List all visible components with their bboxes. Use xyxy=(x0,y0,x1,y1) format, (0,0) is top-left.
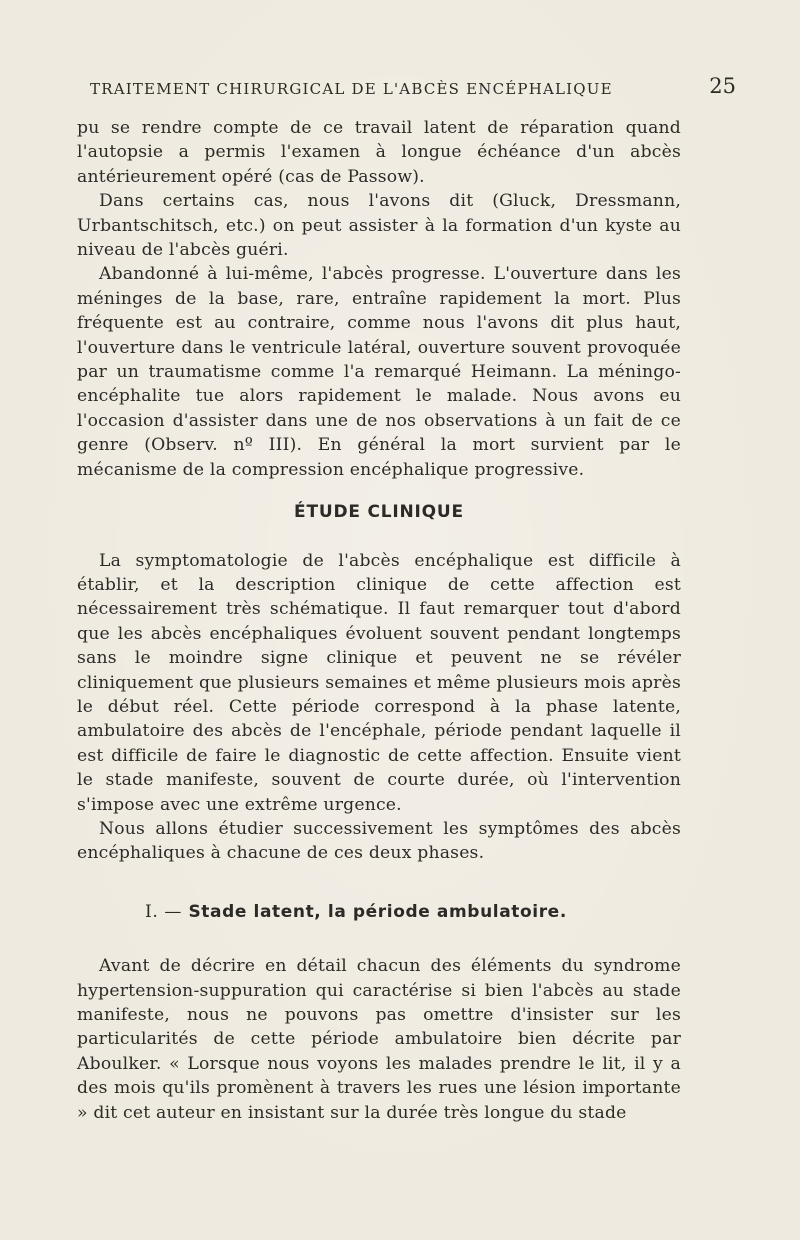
running-head: TRAITEMENT CHIRURGICAL DE L'ABCÈS ENCÉPHALIQUE xyxy=(90,80,613,98)
page-header xyxy=(90,74,736,104)
paragraph-periode-ambulatoire: Avant de décrire en détail chacun des éléments du syndrome hypertension-suppuration qui caractérise si bien l'abcès au stade manifeste, nous ne pouvons pas omettre d'insister sur les particularités de cette période ambulatoire bien décrite par Aboulker. « Lorsque nous voyons les malades prendre le lit, il y a des mois qu'ils promènent à travers les rues une lésion importante » dit cet auteur en insistant sur la durée très longue du stade xyxy=(77,956,681,1123)
paragraph-kyste: Dans certains cas, nous l'avons dit (Gluck, Dressmann, Urbantschitsch, etc.) on peut assister à la formation d'un kyste au niveau de l'abcès guéri. xyxy=(77,191,681,261)
paragraph-deux-phases: Nous allons étudier successivement les symptômes des abcès encéphaliques à chacune de ces deux phases. xyxy=(77,818,681,864)
page-number: 25 xyxy=(709,74,736,98)
subsection-number: I. — xyxy=(145,901,182,922)
section-heading-etude-clinique: ÉTUDE CLINIQUE xyxy=(294,502,464,523)
paragraph-progression: Abandonné à lui-même, l'abcès progresse. L'ouverture dans les méninges de la base, rare, entraîne rapidement la mort. Plus fréquente est au contraire, comme nous l'avons dit plus haut, l'ouverture dans le ventricule latéral, ouverture souvent provoquée par un traumatisme comme l'a remarqué Heimann. La méningo-encéphalite tue alors rapidement le malade. Nous avons eu l'occasion d'assister dans une de nos observations à un fait de ce genre (Observ. nº III). En général la mort survient par le mécanisme de la compression encéphalique progressive. xyxy=(77,264,681,480)
paragraph-continuation: pu se rendre compte de ce travail latent de réparation quand l'autopsie a permis l'examen à longue échéance d'un abcès antérieurement opéré (cas de Passow). xyxy=(77,118,681,187)
page-body xyxy=(77,116,681,1125)
subsection-heading xyxy=(77,900,681,924)
subsection-title: Stade latent, la période ambulatoire. xyxy=(188,901,567,922)
paragraph-symptomatologie: La symptomatologie de l'abcès encéphalique est difficile à établir, et la description clinique de cette affection est nécessairement très schématique. Il faut remarquer tout d'abord que les abcès encéphaliques évoluent souvent pendant longtemps sans le moindre signe clinique et peuvent ne se révéler cliniquement que plusieurs semaines et même plusieurs mois après le début réel. Cette période correspond à la phase latente, ambulatoire des abcès de l'encéphale, période pendant laquelle il est difficile de faire le diagnostic de cette affection. Ensuite vient le stade manifeste, souvent de courte durée, où l'intervention s'impose avec une extrême urgence. xyxy=(77,550,681,815)
